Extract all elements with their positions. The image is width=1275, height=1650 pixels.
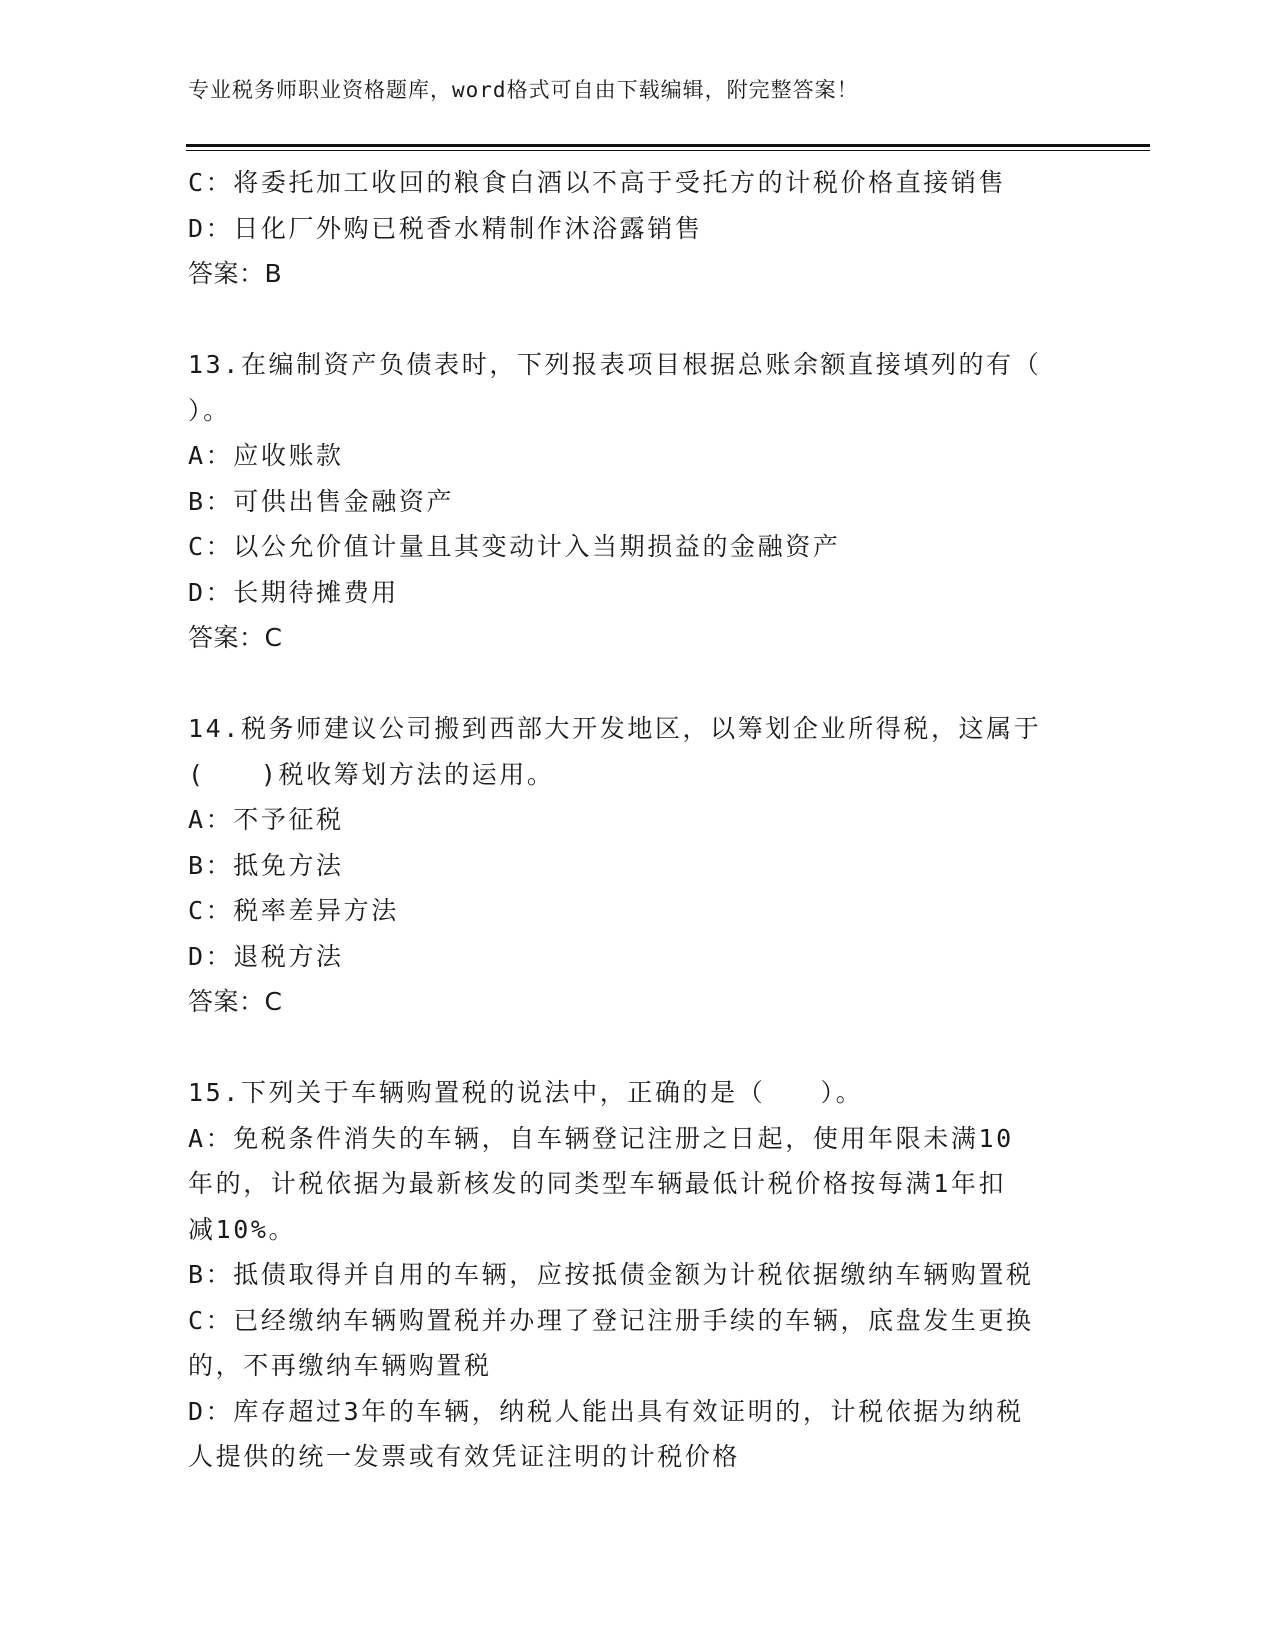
question-stem-continued: ( )税收筹划方法的运用。 (188, 759, 555, 789)
option-a: A：应收账款 (188, 441, 344, 470)
question-list (188, 160, 1088, 1480)
spacer (188, 1025, 1088, 1071)
option-d-continued: 人提供的统一发票或有效凭证注明的计税价格 (188, 1442, 741, 1471)
answer: 答案：B (188, 259, 283, 288)
option-b: B：可供出售金融资产 (188, 486, 455, 516)
option-b: B：抵免方法 (188, 850, 344, 880)
spacer (188, 661, 1088, 707)
question-14 (188, 706, 1088, 1025)
answer: 答案：C (188, 987, 283, 1016)
option-d: D：长期待摊费用 (188, 577, 399, 607)
option-c-continued: 的，不再缴纳车辆购置税 (188, 1351, 492, 1380)
option-c: C：税率差异方法 (188, 896, 399, 925)
question-15 (188, 1070, 1088, 1480)
option-a-continued: 减10%。 (188, 1214, 297, 1244)
option-c: C：将委托加工收回的粮食白酒以不高于受托方的计税价格直接销售 (188, 168, 1007, 197)
question-stem-continued: ）。 (188, 395, 231, 425)
header-divider-thin (186, 150, 1150, 151)
answer: 答案：C (188, 623, 283, 652)
spacer (188, 297, 1088, 343)
question-stem: 15.下列关于车辆购置税的说法中，正确的是（ ）。 (188, 1078, 864, 1107)
option-a: A：免税条件消失的车辆，自车辆登记注册之日起，使用年限未满10 (188, 1123, 1014, 1153)
header-divider-thick (186, 144, 1150, 147)
question-13 (188, 342, 1088, 661)
option-a-continued: 年的，计税依据为最新核发的同类型车辆最低计税价格按每满1年扣 (188, 1169, 1007, 1198)
option-b: B：抵债取得并自用的车辆，应按抵债金额为计税依据缴纳车辆购置税 (188, 1260, 1034, 1289)
previous-question-tail (188, 160, 1088, 297)
question-stem: 14.税务师建议公司搬到西部大开发地区，以筹划企业所得税，这属于 (188, 714, 1042, 743)
option-d: D：库存超过3年的车辆，纳税人能出具有效证明的，计税依据为纳税 (188, 1396, 1024, 1426)
option-c: C：以公允价值计量且其变动计入当期损益的金融资产 (188, 532, 841, 561)
question-stem: 13.在编制资产负债表时，下列报表项目根据总账余额直接填列的有（ (188, 350, 1042, 379)
option-c: C：已经缴纳车辆购置税并办理了登记注册手续的车辆，底盘发生更换 (188, 1305, 1034, 1335)
option-d: D：退税方法 (188, 941, 344, 971)
page-header: 专业税务师职业资格题库，word格式可自由下载编辑，附完整答案！ (188, 78, 859, 102)
option-a: A：不予征税 (188, 805, 344, 834)
option-d: D：日化厂外购已税香水精制作沐浴露销售 (188, 213, 703, 243)
